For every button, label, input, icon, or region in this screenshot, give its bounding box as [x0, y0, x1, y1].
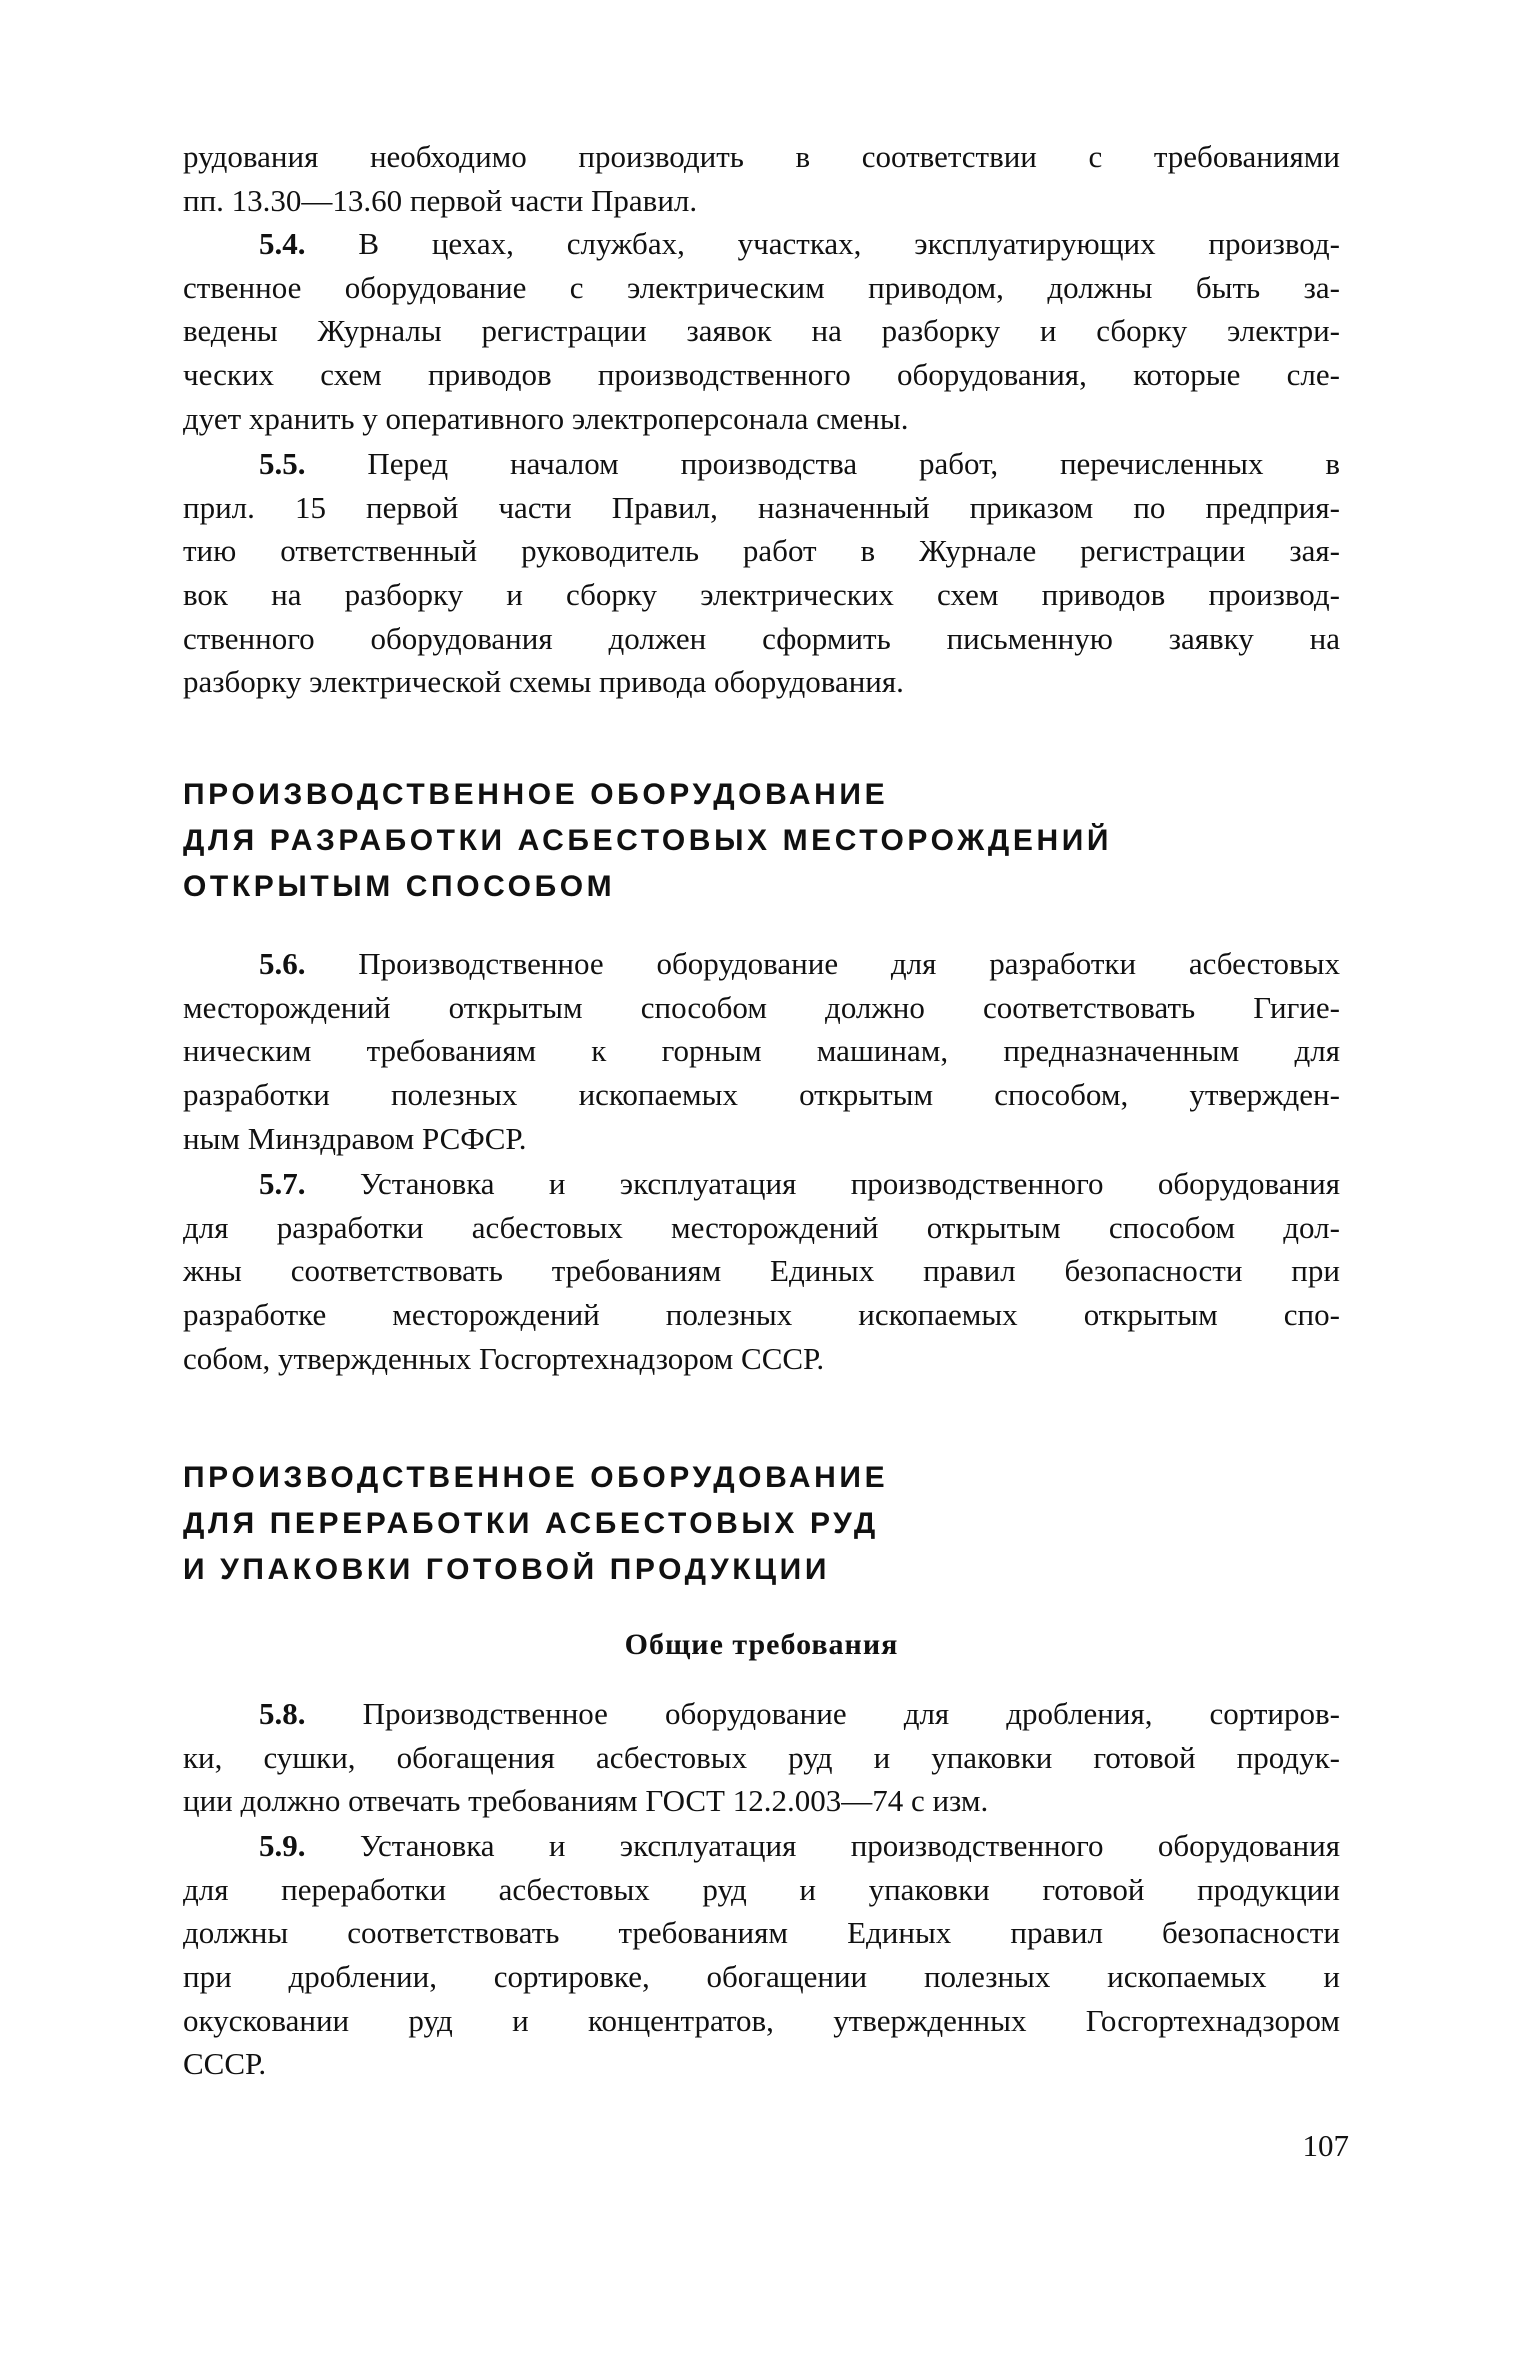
word: Производственное: [362, 1696, 608, 1731]
text-line: [183, 1293, 1340, 1337]
word: открытым: [448, 989, 583, 1025]
word: асбестовых: [595, 1739, 748, 1775]
word: на: [271, 577, 302, 613]
section-heading-open-pit: [183, 772, 1340, 910]
word: оборудования: [1157, 1166, 1340, 1201]
subheading-general-requirements: Общие требования: [624, 1628, 899, 1661]
word: для: [903, 1696, 950, 1731]
word: приводом,: [868, 269, 1004, 305]
paragraph-5-7: [183, 1162, 1340, 1380]
word: способом: [1108, 1209, 1236, 1245]
paragraph-intro: [183, 135, 1340, 222]
word: и: [1323, 1959, 1340, 1995]
word: предприя-: [1205, 489, 1340, 525]
word: перечисленных: [1059, 446, 1264, 481]
word: разработке: [183, 1297, 327, 1333]
paragraph-5-9: [183, 1824, 1340, 2086]
word: способом: [640, 989, 767, 1025]
word: безопасности: [1162, 1915, 1340, 1951]
word: ископаемых: [858, 1297, 1018, 1333]
word: должно: [825, 989, 925, 1025]
word: машинам,: [816, 1033, 949, 1069]
word: открытым: [1083, 1297, 1218, 1333]
word: сортиров-: [1209, 1696, 1340, 1731]
word: дроблении,: [288, 1959, 437, 1995]
word: разработки: [276, 1209, 424, 1245]
word: службах,: [566, 226, 685, 261]
word: должен: [608, 620, 707, 656]
word: асбестовых: [471, 1209, 623, 1245]
word: асбестовых: [498, 1871, 650, 1907]
word: продук-: [1236, 1739, 1340, 1775]
heading-line: ДЛЯ РАЗРАБОТКИ АСБЕСТОВЫХ МЕСТОРОЖДЕНИЙ: [183, 824, 1113, 857]
word: регистрации: [481, 313, 647, 349]
word: при: [183, 1959, 232, 1995]
text-line: [183, 1955, 1340, 1999]
word: для: [1294, 1033, 1340, 1069]
word: концентратов,: [588, 2002, 774, 2038]
word: открытым: [799, 1077, 934, 1113]
text-line: [183, 266, 1340, 310]
word: и: [512, 2002, 529, 2038]
word: руд: [702, 1871, 747, 1907]
word: ческих: [183, 357, 275, 393]
text-line: [183, 660, 1340, 704]
word: жны: [183, 1253, 242, 1289]
word: открытым: [926, 1209, 1061, 1245]
word: сортировке,: [493, 1959, 650, 1995]
word: и: [799, 1871, 816, 1907]
word: Перед: [367, 446, 449, 481]
word: месторождений: [671, 1209, 879, 1245]
text-line: [183, 2042, 1340, 2086]
word: с: [1088, 139, 1103, 174]
word: оборудование: [344, 269, 527, 305]
word: к: [591, 1033, 607, 1069]
word: утвержден-: [1189, 1077, 1340, 1113]
line-text: дует хранить у оперативного электроперсонала смены.: [183, 400, 909, 436]
word: письменную: [946, 620, 1113, 656]
word: на: [811, 313, 842, 349]
word: Журнале: [919, 533, 1037, 569]
word: руководитель: [521, 533, 699, 569]
word: ки,: [183, 1739, 223, 1775]
text-line: [183, 1073, 1340, 1117]
word: 5.5.: [259, 446, 306, 481]
text-line: [183, 573, 1340, 617]
word: эксплуатирующих: [914, 226, 1156, 261]
word: 5.9.: [259, 1828, 306, 1863]
word: дол-: [1283, 1209, 1340, 1245]
word: Единых: [847, 1915, 952, 1951]
word: предназначенным: [1003, 1033, 1240, 1069]
word: Установка: [359, 1828, 495, 1863]
word: должны: [183, 1915, 289, 1951]
word: заявку: [1168, 620, 1254, 656]
word: 5.8.: [259, 1696, 306, 1731]
word: месторождений: [183, 989, 391, 1025]
word: обогащения: [396, 1739, 555, 1775]
word: работ,: [918, 446, 999, 481]
word: в: [860, 533, 876, 569]
word: спо-: [1283, 1297, 1340, 1333]
line-text: СССР.: [183, 2046, 267, 2082]
word: ственное: [183, 269, 302, 305]
word: Установка: [359, 1166, 495, 1201]
word: которые: [1133, 357, 1241, 393]
heading-line: ПРОИЗВОДСТВЕННОЕ ОБОРУДОВАНИЕ: [183, 778, 889, 811]
word: Правил,: [611, 489, 718, 525]
word: назначенный: [757, 489, 930, 525]
word: для: [183, 1209, 229, 1245]
word: готовой: [1093, 1739, 1196, 1775]
text-line: [183, 1249, 1340, 1293]
word: сушки,: [263, 1739, 356, 1775]
text-line: [183, 397, 1340, 441]
page-number: 107: [1302, 2128, 1349, 2163]
word: требованиям: [551, 1253, 722, 1289]
heading-line: ПРОИЗВОДСТВЕННОЕ ОБОРУДОВАНИЕ: [183, 1461, 889, 1494]
word: и: [506, 577, 523, 613]
word: по: [1133, 489, 1166, 525]
word: В: [358, 226, 380, 261]
word: соответствовать: [983, 989, 1196, 1025]
paragraph-5-8: [183, 1692, 1340, 1823]
word: оборудования: [370, 620, 553, 656]
word: ответственный: [280, 533, 478, 569]
word: упаковки: [931, 1739, 1053, 1775]
word: приводов: [1041, 577, 1166, 613]
word: разработки: [989, 946, 1137, 981]
word: первой: [366, 489, 459, 525]
paragraph-5-4: [183, 222, 1340, 440]
word: 5.4.: [259, 226, 306, 261]
text-line: [183, 135, 1340, 179]
word: разборку: [344, 577, 464, 613]
word: сформить: [762, 620, 891, 656]
word: и: [873, 1739, 891, 1775]
word: производственного: [850, 1828, 1104, 1863]
word: месторождений: [392, 1297, 600, 1333]
word: производ-: [1208, 577, 1340, 613]
word: производственного: [597, 357, 851, 393]
word: прил.: [183, 489, 255, 525]
text-line: [183, 1162, 1340, 1206]
word: за-: [1303, 269, 1340, 305]
section-heading-processing: [183, 1455, 1340, 1593]
word: разработки: [183, 1077, 330, 1113]
word: рудования: [183, 139, 319, 174]
paragraph-5-5: [183, 442, 1340, 704]
word: ископаемых: [578, 1077, 738, 1113]
word: ническим: [183, 1033, 312, 1069]
word: способом,: [994, 1077, 1129, 1113]
word: приводов: [427, 357, 552, 393]
word: цехах,: [431, 226, 514, 261]
word: сборку: [1096, 313, 1188, 349]
word: сле-: [1286, 357, 1340, 393]
word: переработки: [281, 1871, 447, 1907]
word: оборудование: [656, 946, 839, 981]
word: оборудование: [665, 1696, 847, 1731]
heading-line: ДЛЯ ПЕРЕРАБОТКИ АСБЕСТОВЫХ РУД: [183, 1507, 879, 1540]
word: с: [569, 269, 584, 305]
text-line: [183, 486, 1340, 530]
word: для: [890, 946, 937, 981]
word: приказом: [969, 489, 1094, 525]
line-text: собом, утвержденных Госгортехнадзором СССР.: [183, 1340, 825, 1376]
text-line: [183, 1824, 1340, 1868]
word: соответствовать: [290, 1253, 503, 1289]
word: в: [1325, 446, 1340, 481]
word: горным: [661, 1033, 762, 1069]
word: для: [183, 1871, 229, 1907]
word: необходимо: [369, 139, 527, 174]
word: сборку: [565, 577, 658, 613]
text-line: [183, 1911, 1340, 1955]
word: 5.7.: [259, 1166, 306, 1201]
word: началом: [510, 446, 619, 481]
text-line: [183, 1736, 1340, 1780]
word: требованиями: [1153, 139, 1340, 174]
text-line: [183, 1117, 1340, 1161]
text-line: [183, 942, 1340, 986]
word: соответствовать: [347, 1915, 560, 1951]
text-line: [183, 1779, 1340, 1823]
word: должны: [1047, 269, 1153, 305]
word: и: [548, 1828, 566, 1863]
word: полезных: [665, 1297, 793, 1333]
heading-line: ОТКРЫТЫМ СПОСОБОМ: [183, 870, 616, 903]
text-line: [183, 1337, 1340, 1381]
word: ственного: [183, 620, 315, 656]
word: эксплуатация: [619, 1828, 797, 1863]
text-line: [183, 1692, 1340, 1736]
word: производ-: [1208, 226, 1340, 261]
word: эксплуатация: [619, 1166, 797, 1201]
line-text: ции должно отвечать требованиям ГОСТ 12.2.003—74 с изм.: [183, 1783, 989, 1819]
text-line: [183, 1206, 1340, 1250]
word: полезных: [390, 1077, 518, 1113]
word: ископаемых: [1107, 1959, 1267, 1995]
word: Госгортехнадзором: [1085, 2002, 1340, 2038]
word: регистрации: [1080, 533, 1246, 569]
line-text: ным Минздравом РСФСР.: [183, 1120, 527, 1156]
word: работ: [742, 533, 817, 569]
word: в: [795, 139, 811, 174]
word: безопасности: [1064, 1253, 1243, 1289]
word: правил: [923, 1253, 1016, 1289]
word: оборудования: [1157, 1828, 1340, 1863]
word: вок: [183, 577, 228, 613]
word: Журналы: [317, 313, 442, 349]
word: производства: [680, 446, 858, 481]
word: зая-: [1289, 533, 1340, 569]
line-text: разборку электрической схемы привода оборудования.: [183, 664, 904, 700]
text-line: [183, 986, 1340, 1030]
word: и: [548, 1166, 566, 1201]
word: Гигие-: [1253, 989, 1340, 1025]
word: упаковки: [868, 1871, 990, 1907]
word: окусковании: [183, 2002, 350, 2038]
text-line: [183, 353, 1340, 397]
word: асбестовых: [1188, 946, 1340, 981]
paragraph-5-6: [183, 942, 1340, 1160]
word: при: [1291, 1253, 1340, 1289]
word: схем: [320, 357, 382, 393]
word: заявок: [686, 313, 772, 349]
text-line: [183, 1868, 1340, 1912]
word: полезных: [923, 1959, 1051, 1995]
word: на: [1309, 620, 1340, 656]
word: готовой: [1042, 1871, 1145, 1907]
word: электри-: [1227, 313, 1340, 349]
word: электрических: [700, 577, 894, 613]
word: оборудования,: [896, 357, 1087, 393]
word: руд: [408, 2002, 453, 2038]
word: руд: [788, 1739, 833, 1775]
word: правил: [1010, 1915, 1103, 1951]
word: разборку: [881, 313, 1001, 349]
text-line: [183, 442, 1340, 486]
word: Единых: [770, 1253, 875, 1289]
word: электрическим: [626, 269, 825, 305]
text-line: [183, 1029, 1340, 1073]
word: быть: [1195, 269, 1261, 305]
text-line: [183, 309, 1340, 353]
text-line: [183, 617, 1340, 661]
word: 5.6.: [259, 946, 306, 981]
word: части: [498, 489, 572, 525]
word: производить: [578, 139, 744, 174]
word: и: [1039, 313, 1057, 349]
word: схем: [937, 577, 999, 613]
heading-line: И УПАКОВКИ ГОТОВОЙ ПРОДУКЦИИ: [183, 1553, 830, 1586]
word: обогащении: [706, 1959, 868, 1995]
word: утвержденных: [833, 2002, 1027, 2038]
word: соответствии: [861, 139, 1037, 174]
word: ведены: [183, 313, 278, 349]
word: требованиям: [618, 1915, 788, 1951]
word: продукции: [1197, 1871, 1340, 1907]
word: тию: [183, 533, 237, 569]
word: 15: [294, 489, 326, 525]
text-line: пп. 13.30—13.60 первой части Правил.: [183, 182, 698, 218]
text-line: [183, 1999, 1340, 2043]
word: требованиям: [366, 1033, 537, 1069]
word: участках,: [737, 226, 862, 261]
text-line: [183, 222, 1340, 266]
text-line: [183, 529, 1340, 573]
word: дробления,: [1006, 1696, 1153, 1731]
word: Производственное: [358, 946, 604, 981]
word: производственного: [850, 1166, 1104, 1201]
